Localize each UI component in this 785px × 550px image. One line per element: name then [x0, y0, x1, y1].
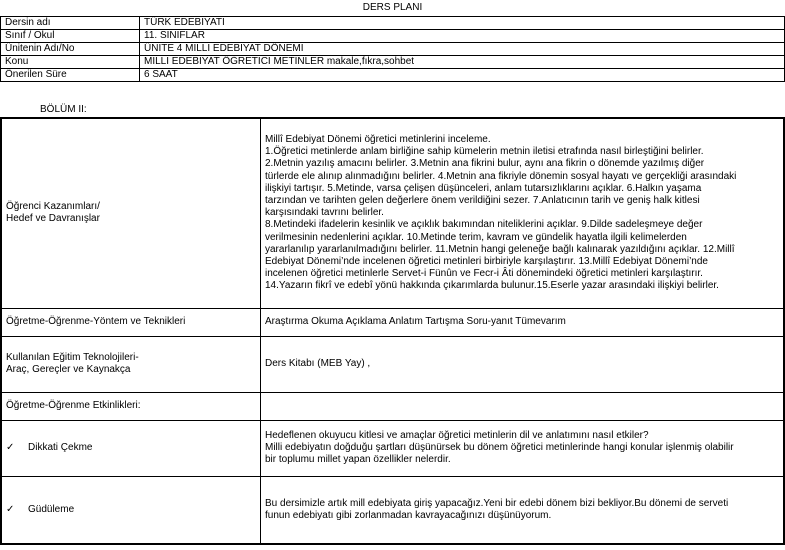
activities-label: Öğretme-Öğrenme Etkinlikleri: [1, 392, 261, 420]
motivation-label-text: Güdüleme [28, 503, 75, 515]
motivation-label [1, 476, 261, 544]
activities-value [261, 392, 785, 420]
section-label: BÖLÜM II: [40, 104, 87, 115]
tech-label-line: Araç, Gereçler ve Kaynakça [6, 364, 131, 375]
objectives-label-line: Hedef ve Davranışlar [6, 213, 100, 225]
attention-label-text: Dikkati Çekme [28, 441, 93, 453]
objective-line: Edebiyat Dönemi’nde incelenen öğretici metinleri birbiriyle karşılaştırır. 13.Millî Edebiyat Dönemi’nde [265, 255, 708, 267]
header-table [0, 16, 785, 82]
objectives-label-line: Öğrenci Kazanımları/ [6, 201, 100, 213]
table-row [1, 118, 784, 308]
motivation-content [261, 476, 785, 544]
objectives-content [261, 118, 785, 308]
tech-label [1, 336, 261, 392]
objective-line: 14.Yazarın fikrî ve edebî yönü hakkında çıkarımlarda bulunur.15.Eserle yazar arasındaki ilişkiyi belirler. [265, 280, 719, 292]
table-row [1, 308, 784, 336]
objective-line: karşısındaki tavrını belirler. [265, 207, 384, 219]
table-row [1, 336, 784, 392]
unit-label: Ünitenin Adı/No [1, 43, 140, 56]
class-value: 11. SINIFLAR [140, 30, 785, 43]
table-row [1, 392, 784, 420]
plan-table [0, 117, 785, 545]
objective-line: tarzından ve tarihten gelen değerlere önem verildiğini sezer. 7.Anlatıcının tarih ve geniş halk kitlesi [265, 194, 700, 206]
attention-line: Milli edebiyatın doğduğu şartları düşünürsek bu dönem öğretici metinlerinde hangi konular işlenmiş olabilir [265, 441, 734, 453]
motivation-line: funun edebiyatı gibi zorlanmadan kavrayacağınızı düşünüyorum. [265, 509, 552, 521]
motivation-line: Bu dersimizle artık mill edebiyata giriş yapacağız.Yeni bir edebi dönem bizi bekliyor.Bu dönemi de serveti [265, 497, 729, 509]
objective-line: verilmesinin nedenlerini açıklar. 10.Metinde terim, kavram ve gündelik hayatla ilgili kelimelerden [265, 231, 687, 243]
unit-value: ÜNİTE 4 MİLLİ EDEBİYAT DÖNEMİ [140, 43, 785, 56]
objective-line: 2.Metnin yazılış amacını belirler. 3.Metnin ana fikrini bulur, aynı ana fikrin o dönemde yazılmış diğer [265, 158, 705, 170]
course-name-label: Dersin adı [1, 17, 140, 30]
objective-line: ilişkiyi tartışır. 5.Metinde, varsa çelişen düşünceleri, anlam tutarsızlıklarını açıklar. 6.Halkın yaşama [265, 182, 702, 194]
objective-line: incelenen öğretici metinlerle Servet-i Fünûn ve Fecr-i Âti dönemindeki öğretici metinleri karşılaştırır. [265, 268, 703, 280]
methods-value: Araştırma Okuma Açıklama Anlatım Tartışma Soru-yanıt Tümevarım [261, 308, 785, 336]
attention-label [1, 420, 261, 476]
table-row [1, 476, 784, 544]
table-row [1, 56, 785, 69]
page-title: DERS PLANI [362, 2, 423, 13]
duration-label: Önerilen Süre [1, 69, 140, 82]
checkmark-icon: ✓ [6, 503, 15, 515]
table-row [1, 420, 784, 476]
objective-line: türlerde ele alınıp alınmadığını belirler. 4.Metnin ana fikriyle dönemin sosyal hayatı ve gerçekliği arasındaki [265, 170, 737, 182]
class-label: Sınıf / Okul [1, 30, 140, 43]
objective-line: 8.Metindeki ifadelerin kesinlik ve açıklık bakımından niteliklerini açıklar. 9.Dilde sadeleşmeye değer [265, 219, 703, 231]
checkmark-icon: ✓ [6, 441, 15, 453]
attention-line: Hedeflenen okuyucu kitlesi ve amaçlar öğretici metinlerin dil ve anlatımını nasıl etkiler? [265, 429, 649, 441]
tech-label-line: Kullanılan Eğitim Teknolojileri- [6, 351, 139, 363]
topic-label: Konu [1, 56, 140, 69]
methods-label: Öğretme-Öğrenme-Yöntem ve Teknikleri [1, 308, 261, 336]
objectives-label [1, 118, 261, 308]
attention-content [261, 420, 785, 476]
objective-line: 1.Öğretici metinlerde anlam birliğine sahip kümelerin metnin iletisi etrafında nasıl birleştiğini belirler. [265, 146, 704, 158]
table-row [1, 69, 785, 82]
duration-value: 6 SAAT [140, 69, 785, 82]
objective-line: yararlanılıp yararlanılmadığını belirler. 11.Metnin hangi geleneğe bağlı kalınarak yazıldığını açıklar. 12.Millî [265, 243, 735, 255]
table-row [1, 17, 785, 30]
objective-line: Millî Edebiyat Dönemi öğretici metinlerini inceleme. [265, 133, 491, 145]
table-row [1, 30, 785, 43]
course-name-value: TÜRK EDEBİYATI [140, 17, 785, 30]
topic-value: MİLLİ EDEBİYAT ÖĞRETİCİ METİNLER makale,fıkra,sohbet [140, 56, 785, 69]
tech-value: Ders Kitabı (MEB Yay) , [261, 336, 785, 392]
attention-line: bir toplumu millet yapan özellikler nelerdir. [265, 454, 451, 466]
table-row [1, 43, 785, 56]
